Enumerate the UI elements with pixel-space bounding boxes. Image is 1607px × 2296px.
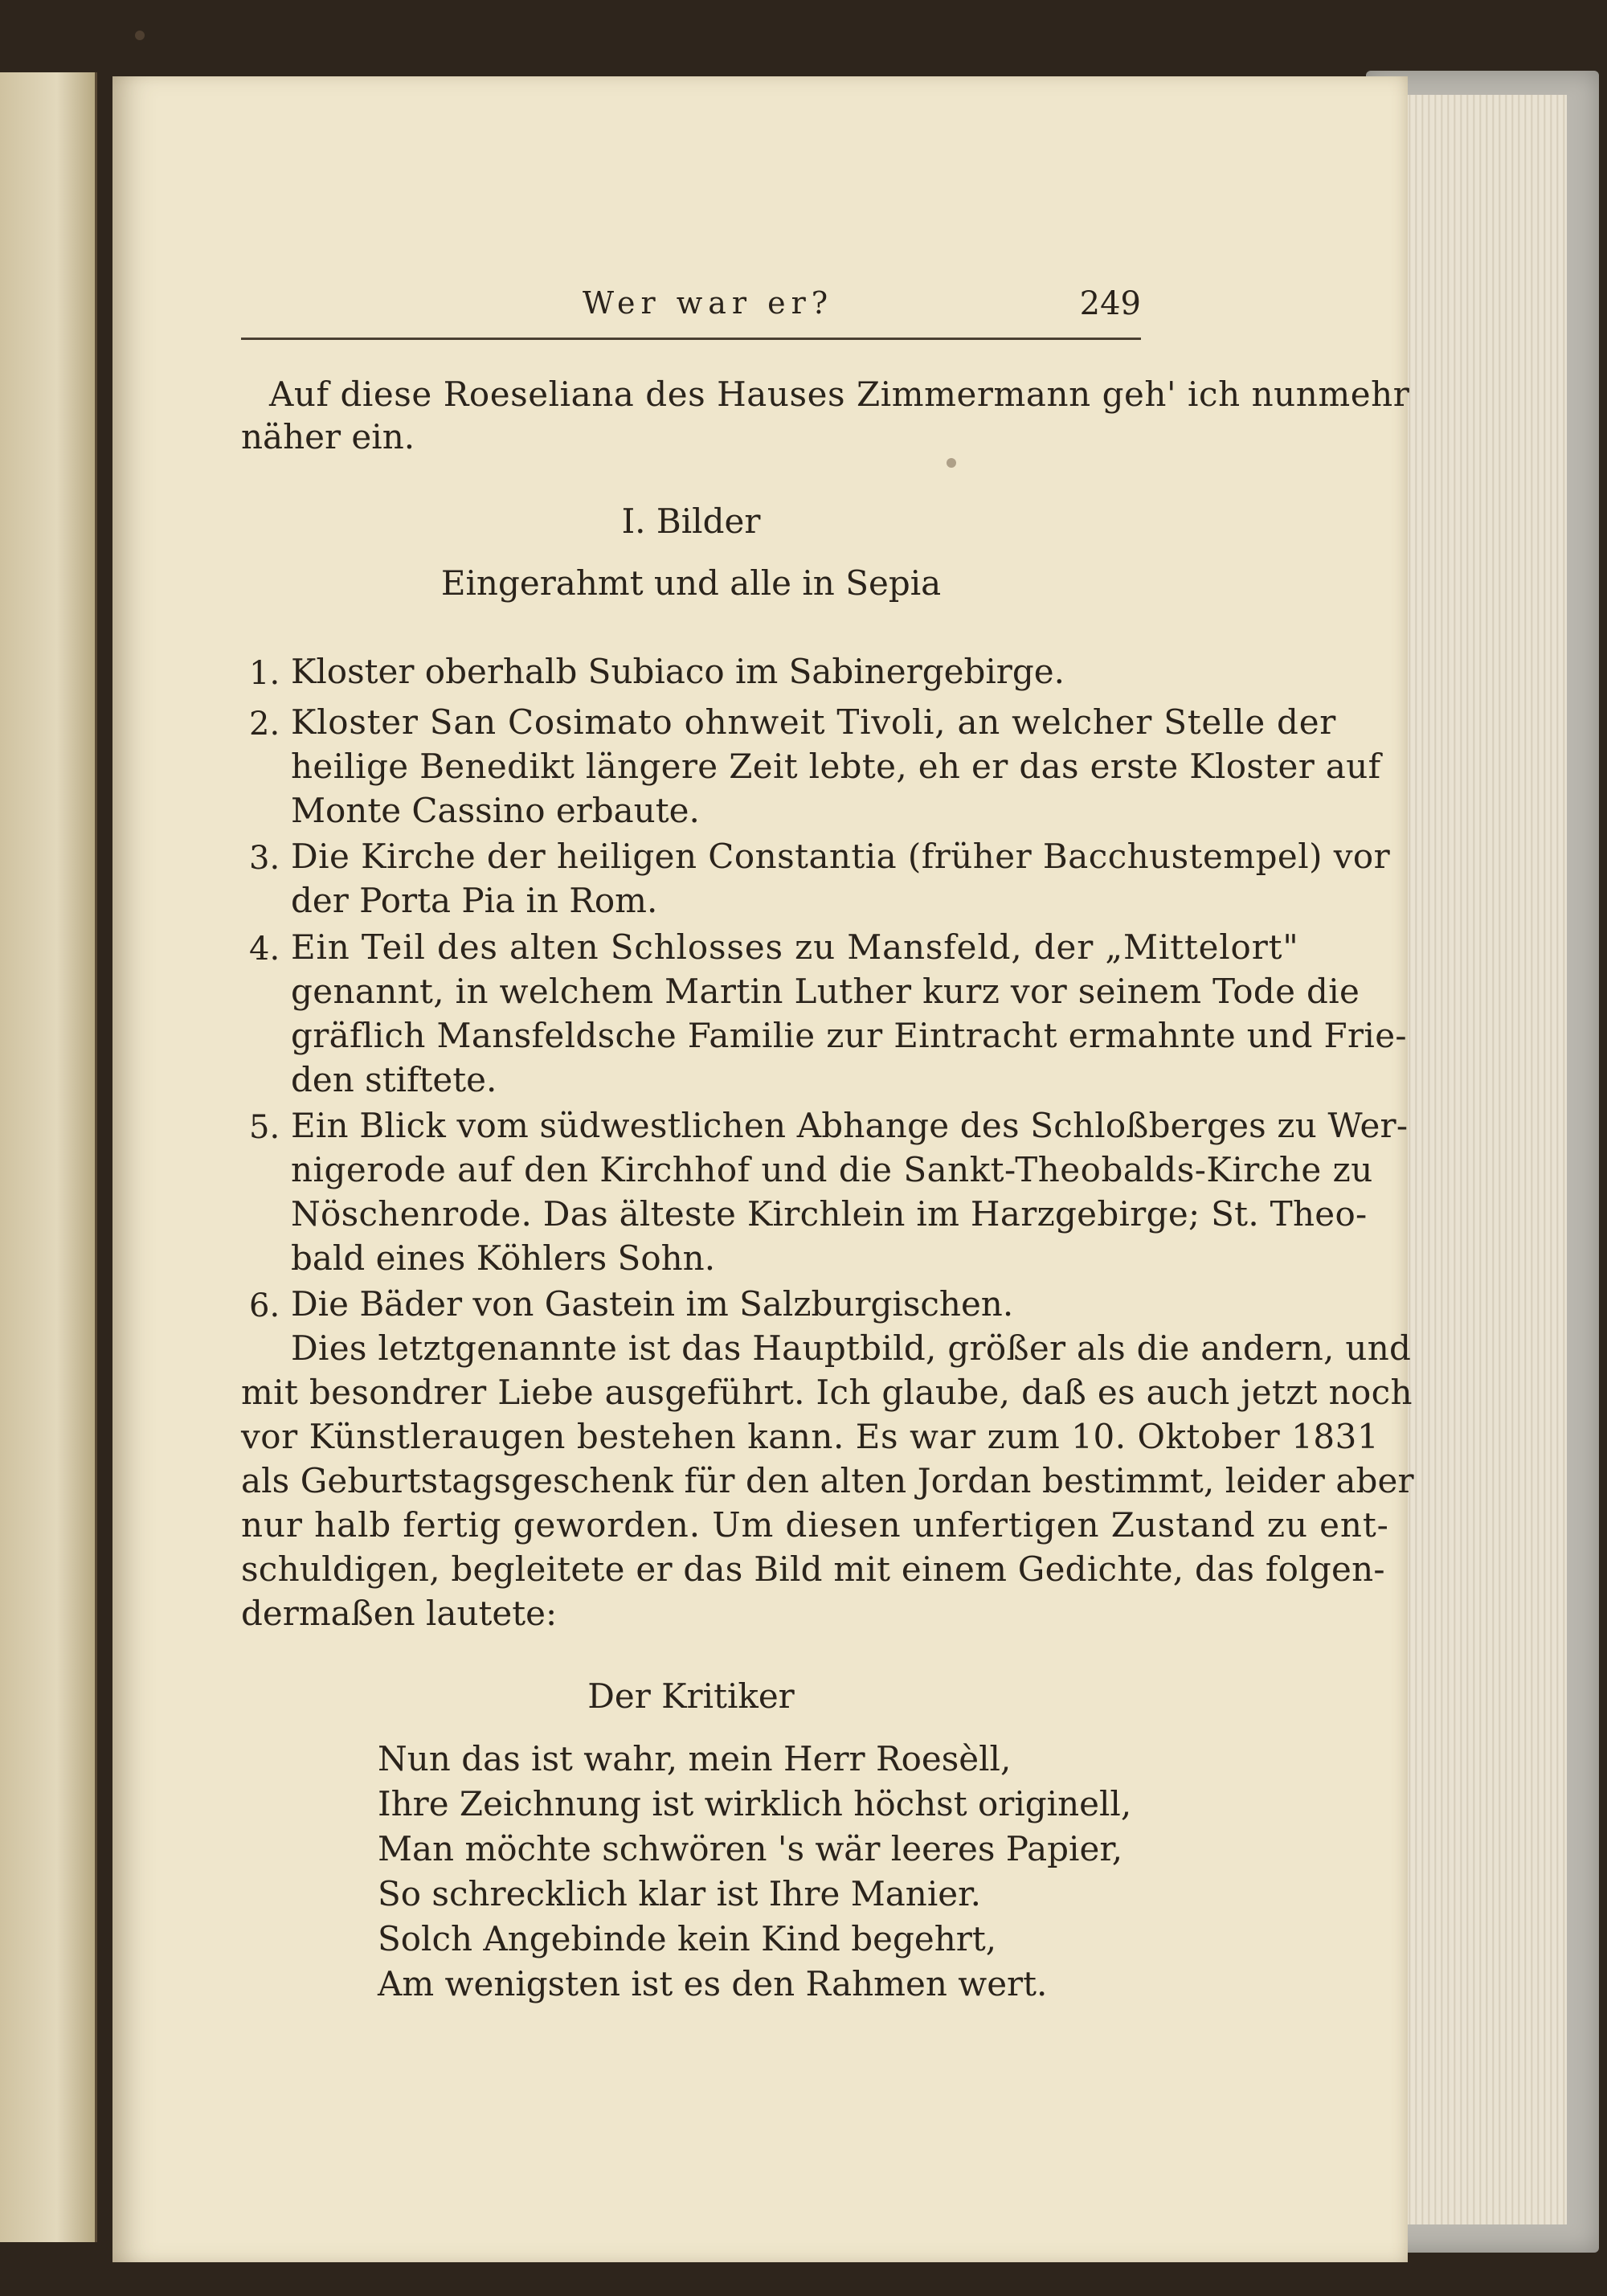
list-item-line: Ein Teil des alten Schlosses zu Mansfeld, der „Mittelort" xyxy=(291,927,1299,967)
page-fore-edge xyxy=(1398,95,1567,2224)
poem-line: Nun das ist wahr, mein Herr Roesèll, xyxy=(378,1739,1012,1778)
list-number: 6. xyxy=(249,1287,280,1324)
poem-line: So schrecklich klar ist Ihre Manier. xyxy=(378,1874,981,1913)
poem-line: Ihre Zeichnung ist wirklich höchst originell, xyxy=(378,1784,1132,1823)
paragraph-line: mit besondrer Liebe ausgeführt. Ich glaube, daß es auch jetzt noch xyxy=(241,1373,1413,1412)
list-item-line: genannt, in welchem Martin Luther kurz vor seinem Tode die xyxy=(291,972,1360,1011)
intro-line: Auf diese Roeseliana des Hauses Zimmermann geh' ich nunmehr xyxy=(269,374,1410,414)
list-item-line: Monte Cassino erbaute. xyxy=(291,791,700,830)
facing-page-edge xyxy=(0,72,97,2242)
paragraph-line: Dies letztgenannte ist das Hauptbild, größer als die andern, und xyxy=(291,1328,1412,1368)
poem-line: Man möchte schwören 's wär leeres Papier, xyxy=(378,1829,1123,1868)
intro-line: näher ein. xyxy=(241,417,415,456)
paper-speck xyxy=(135,31,145,40)
paragraph-line: nur halb fertig geworden. Um diesen unfertigen Zustand zu ent- xyxy=(241,1505,1389,1545)
list-number: 5. xyxy=(249,1109,280,1146)
page-number: 249 xyxy=(1079,285,1141,322)
poem-title: Der Kritiker xyxy=(587,1676,795,1716)
list-item-line: Die Bäder von Gastein im Salzburgischen. xyxy=(291,1284,1014,1324)
list-item-line: Kloster San Cosimato ohnweit Tivoli, an welcher Stelle der xyxy=(291,702,1337,742)
header-rule xyxy=(241,338,1141,340)
list-item-line: Die Kirche der heiligen Constantia (früher Bacchustempel) vor xyxy=(291,837,1391,876)
list-number: 2. xyxy=(249,706,280,743)
section-title: I. Bilder xyxy=(621,501,761,541)
list-item-line: bald eines Köhlers Sohn. xyxy=(291,1238,716,1278)
list-number: 1. xyxy=(249,655,280,692)
list-number: 3. xyxy=(249,840,280,877)
poem-line: Am wenigsten ist es den Rahmen wert. xyxy=(378,1964,1048,2003)
running-title: Wer war er? xyxy=(583,285,834,321)
section-subtitle: Eingerahmt und alle in Sepia xyxy=(440,563,942,603)
list-number: 4. xyxy=(249,931,280,968)
list-item-line: den stiftete. xyxy=(291,1060,497,1099)
list-item-line: Nöschenrode. Das älteste Kirchlein im Harzgebirge; St. Theo- xyxy=(291,1194,1368,1234)
paper-speck xyxy=(947,458,956,468)
paragraph-line: vor Künstleraugen bestehen kann. Es war zum 10. Oktober 1831 xyxy=(241,1417,1380,1456)
running-head xyxy=(241,285,1141,334)
list-item-line: gräflich Mansfeldsche Familie zur Eintracht ermahnte und Frie- xyxy=(291,1016,1407,1055)
list-item-line: Ein Blick vom südwestlichen Abhange des Schloßberges zu Wer- xyxy=(291,1106,1409,1145)
list-item-line: heilige Benedikt längere Zeit lebte, eh er das erste Kloster auf xyxy=(291,747,1381,786)
paragraph-line: schuldigen, begleitete er das Bild mit einem Gedichte, das folgen- xyxy=(241,1549,1385,1589)
poem-line: Solch Angebinde kein Kind begehrt, xyxy=(378,1919,997,1958)
list-item-line: Kloster oberhalb Subiaco im Sabinergebirge. xyxy=(291,652,1065,691)
paragraph-line: als Geburtstagsgeschenk für den alten Jordan bestimmt, leider aber xyxy=(241,1461,1414,1500)
list-item-line: nigerode auf den Kirchhof und die Sankt-Theobalds-Kirche zu xyxy=(291,1150,1373,1189)
paragraph-line: dermaßen lautete: xyxy=(241,1594,558,1633)
list-item-line: der Porta Pia in Rom. xyxy=(291,881,658,920)
